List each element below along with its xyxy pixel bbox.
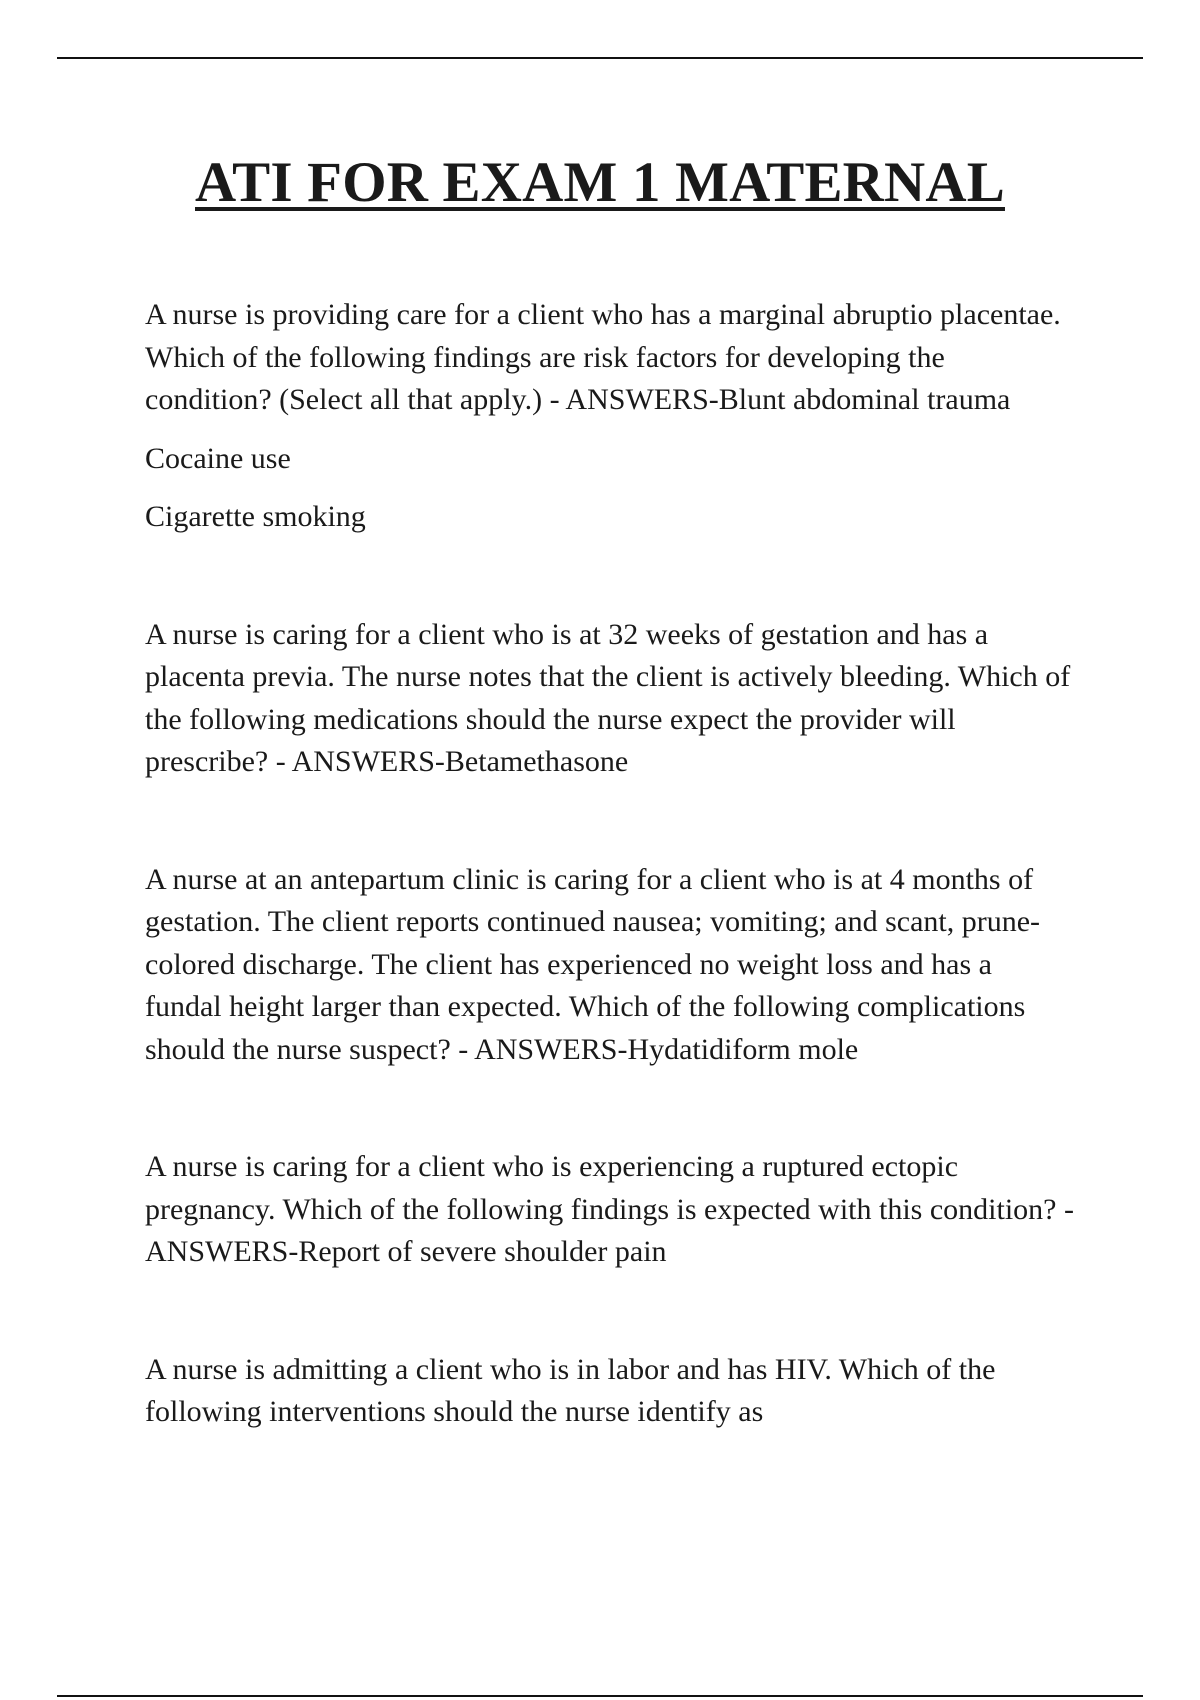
- answer-cocaine-use: Cocaine use: [145, 441, 291, 475]
- top-rule: [57, 57, 1143, 59]
- question-hiv-labor: A nurse is admitting a client who is in labor and has HIV. Which of the following interventions should the nurse identify as: [145, 1352, 996, 1428]
- document-title-text: ATI FOR EXAM 1 MATERNAL: [195, 151, 1005, 214]
- bottom-rule: [57, 1695, 1143, 1697]
- question-placenta-previa: A nurse is caring for a client who is at 32 weeks of gestation and has a placenta previa. The nurse notes that the client is actively bleeding. Which of the following medications should the nurse expect the provider will prescribe? - ANSWERS-Betamethasone: [145, 617, 1071, 778]
- answer-cigarette-smoking: Cigarette smoking: [145, 500, 366, 533]
- question-abruptio: A nurse is providing care for a client who has a marginal abruptio placentae. Which of the following findings are risk factors for developing the condition? (Select all that apply.) - ANSWERS-Blunt abdominal trauma: [145, 298, 1061, 416]
- document-title: [0, 150, 1200, 216]
- document-body: [145, 294, 1075, 1434]
- question-ectopic-pregnancy: A nurse is caring for a client who is experiencing a ruptured ectopic pregnancy. Which of the following findings is expected with this condition? - ANSWERS-Report of severe shoulder pain: [145, 1150, 1074, 1268]
- question-hydatidiform-mole: A nurse at an antepartum clinic is caring for a client who is at 4 months of gestation. The client reports continued nausea; vomiting; and scant, prune-colored discharge. The client has experienced no weight loss and has a fundal height larger than expected. Which of the following complications should the nurse suspect? - ANSWERS-Hydatidiform mole: [145, 862, 1041, 1066]
